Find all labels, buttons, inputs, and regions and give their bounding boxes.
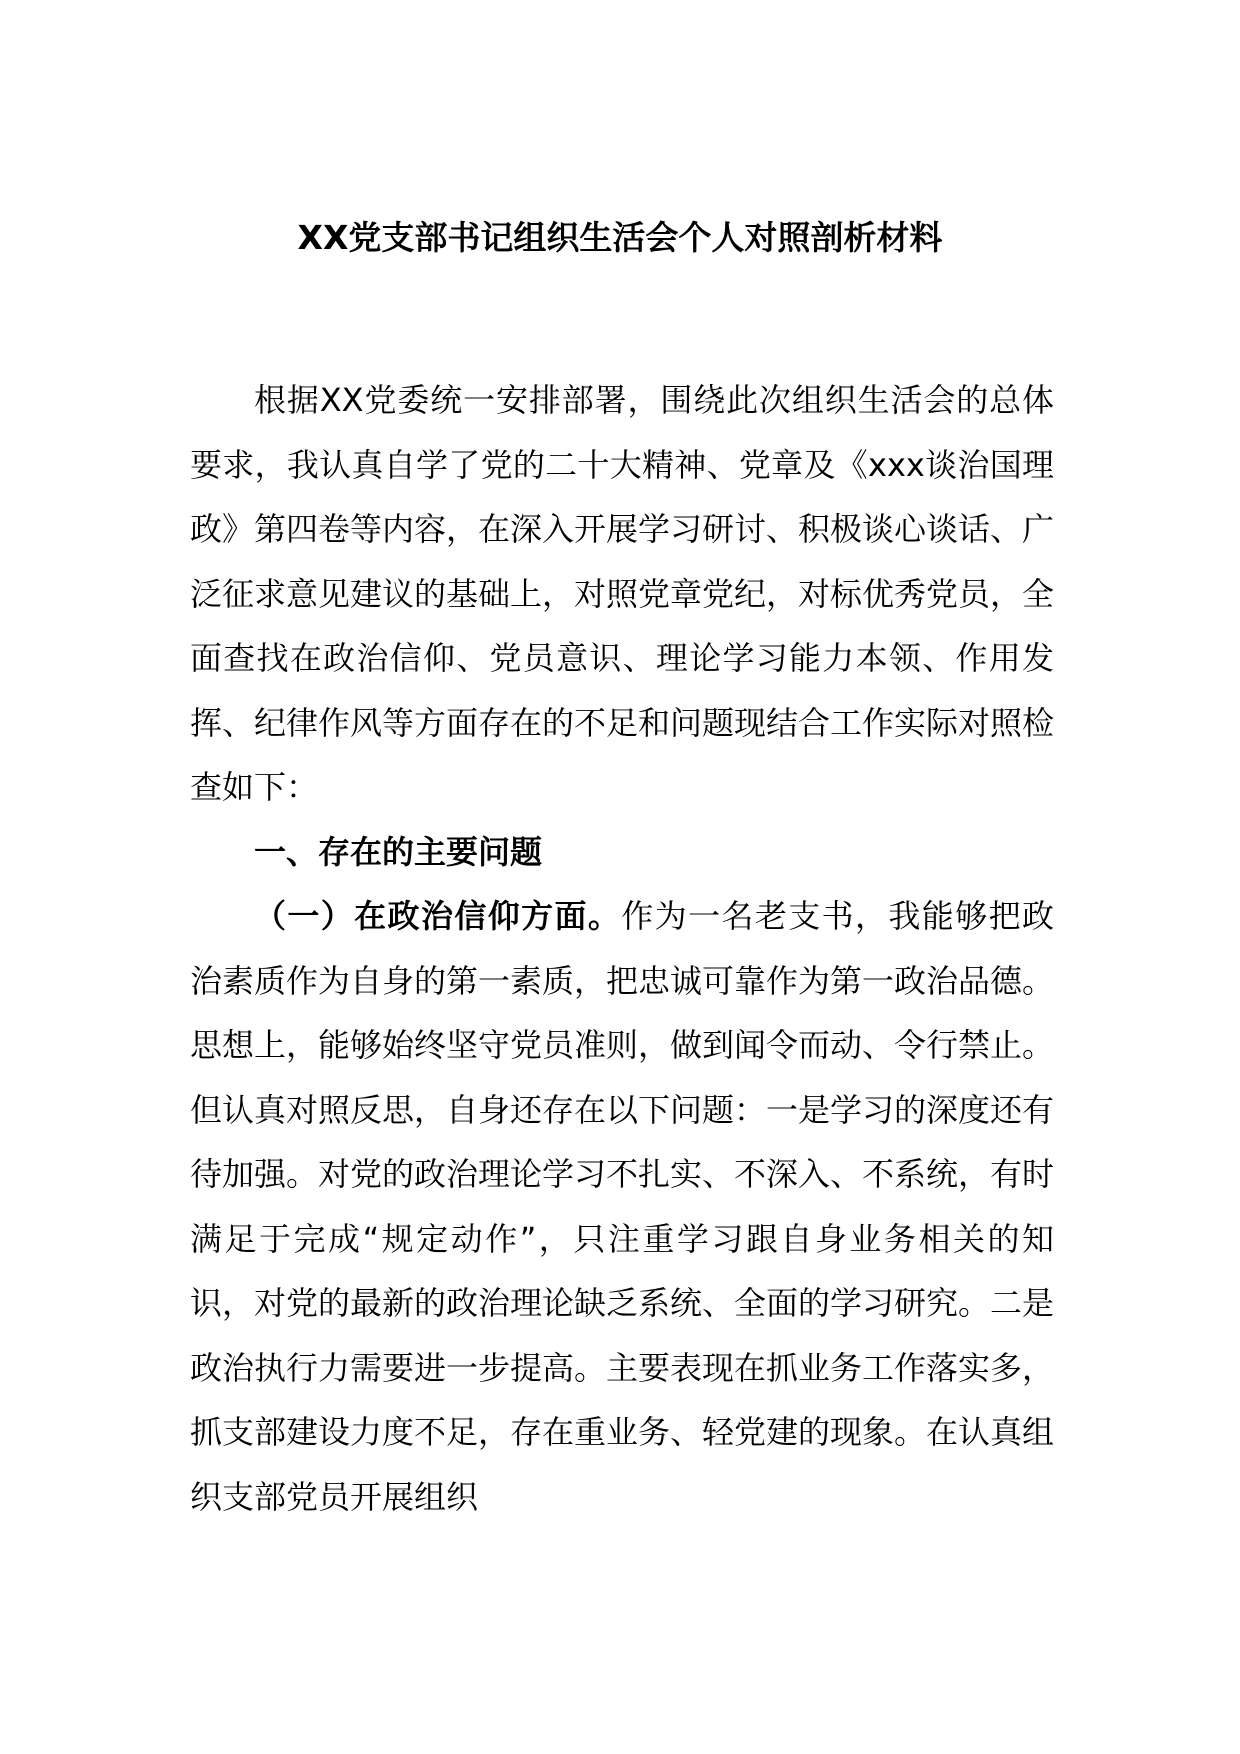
political-belief-paragraph	[190, 884, 1054, 1529]
political-belief-subheading: （一）在政治信仰方面。	[254, 897, 622, 935]
document-title: XX党支部书记组织生活会个人对照剖析材料	[297, 218, 943, 257]
intro-paragraph: 根据XX党委统一安排部署，围绕此次组织生活会的总体要求，我认真自学了党的二十大精神、党章及《xxx谈治国理政》第四卷等内容，在深入开展学习研讨、积极谈心谈话、广泛征求意见建议的基础上，对照党章党纪，对标优秀党员，全面查找在政治信仰、党员意识、理论学习能力本领、作用发挥、纪律作风等方面存在的不足和问题现结合工作实际对照检查如下：	[190, 381, 1055, 806]
document-body	[190, 368, 1054, 1529]
section-heading-main-problems: 一、存在的主要问题	[254, 832, 543, 871]
political-belief-text: 作为一名老支书，我能够把政治素质作为自身的第一素质，把忠诚可靠作为第一政治品德。思想上，能够始终坚守党员准则，做到闻令而动、令行禁止。但认真对照反思，自身还存在以下问题：一是学习的深度还有待加强。对党的政治理论学习不扎实、不深入、不系统，有时满足于完成“规定动作”，只注重学习跟自身业务相关的知识，对党的最新的政治理论缺乏系统、全面的学习研究。二是政治执行力需要进一步提高。主要表现在抓业务工作落实多，抓支部建设力度不足，存在重业务、轻党建的现象。在认真组织支部党员开展组织	[190, 897, 1055, 1516]
